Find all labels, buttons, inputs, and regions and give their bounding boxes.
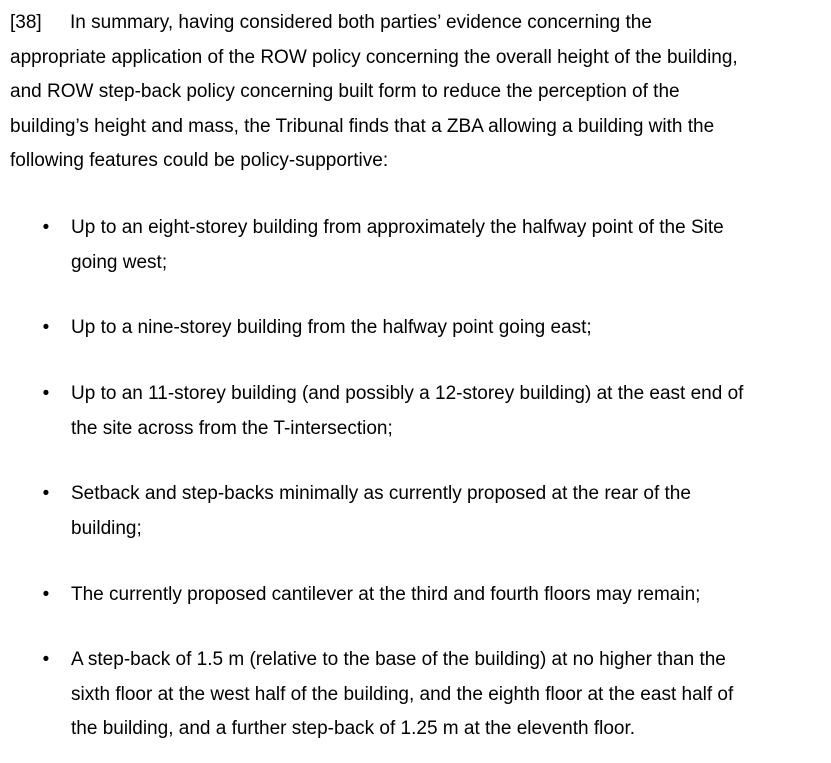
list-item-line: the site across from the T-intersection;: [71, 417, 393, 439]
list-item-line: Up to a nine-storey building from the halfway point going east;: [71, 317, 592, 338]
bullet-icon: •: [42, 649, 50, 670]
list-item-line: sixth floor at the west half of the building, and the eighth floor at the east half of: [71, 683, 734, 705]
list-item-text: [71, 377, 743, 446]
paragraph-line: following features could be policy-supportive:: [10, 150, 389, 171]
list-item-line: building;: [71, 517, 142, 539]
list-item-line: the building, and a further step-back of 1.25 m at the eleventh floor.: [71, 718, 636, 739]
list-item-text: [71, 311, 592, 346]
paragraph-line: building’s height and mass, the Tribunal finds that a ZBA allowing a building with the: [10, 115, 715, 137]
bullet-icon: •: [42, 317, 50, 338]
list-item-line: Setback and step-backs minimally as currently proposed at the rear of the: [71, 483, 691, 504]
bullet-icon: •: [42, 383, 50, 404]
list-item-text: [71, 643, 733, 747]
list-item-text: [71, 211, 724, 280]
paragraph-line: and ROW step-back policy concerning built form to reduce the perception of the: [10, 81, 680, 102]
list-item-line: going west;: [71, 251, 168, 273]
list-item-line: Up to an eight-storey building from approximately the halfway point of the Site: [71, 217, 724, 238]
bullet-icon: •: [42, 217, 50, 238]
bullet-icon: •: [42, 483, 50, 504]
list-item-line: Up to an 11-storey building (and possibly a 12-storey building) at the east end of: [71, 383, 744, 404]
bullet-icon: •: [42, 584, 50, 605]
list-item-text: [71, 477, 691, 546]
list-item-text: [71, 578, 700, 613]
paragraph-line-text: In summary, having considered both parties’ evidence concerning the: [70, 12, 652, 33]
list-item-line: A step-back of 1.5 m (relative to the base of the building) at no higher than the: [71, 649, 726, 670]
paragraph-38: [10, 6, 825, 179]
paragraph-number: [38]: [10, 12, 42, 33]
list-item-line: The currently proposed cantilever at the third and fourth floors may remain;: [71, 584, 701, 605]
paragraph-line: [10, 6, 825, 41]
paragraph-line: appropriate application of the ROW policy concerning the overall height of the building,: [10, 46, 738, 68]
